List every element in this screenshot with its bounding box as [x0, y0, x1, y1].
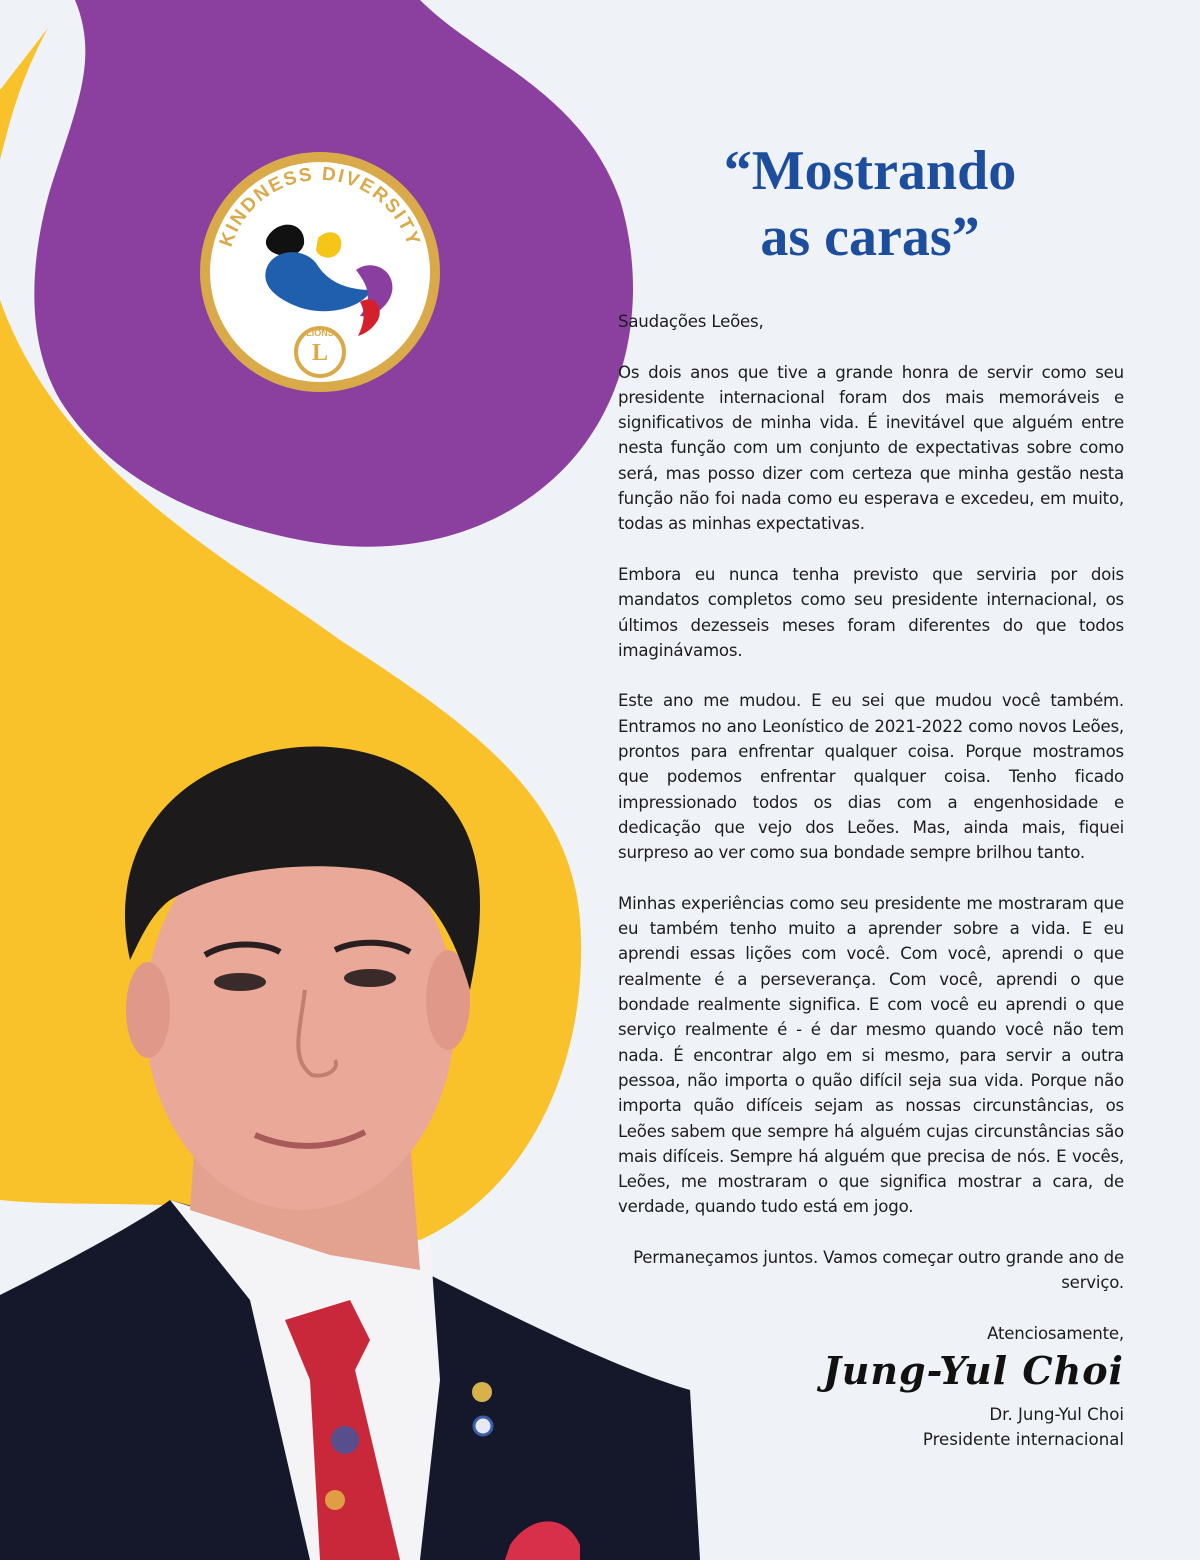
letter-paragraph: Embora eu nunca tenha previsto que serviria por dois mandatos completos como seu presidente internacional, os últimos dezesseis meses foram diferentes do que todos imaginávamos. [618, 564, 1124, 660]
lapel-pin-2 [474, 1417, 492, 1435]
yellow-swirl-shape [0, 28, 48, 160]
letter-greeting: Saudações Leões, [618, 312, 764, 331]
logo-arc-text: KINDNESS DIVERSITY [215, 163, 425, 250]
signature-block [800, 1402, 1124, 1453]
lions-emblem-letter: L [311, 340, 329, 366]
kindness-diversity-logo [200, 152, 440, 392]
left-ear [126, 962, 170, 1058]
letter-closing-paragraph: Permaneçamos juntos. Vamos começar outro grande ano de serviço. [633, 1247, 1124, 1293]
page-title-line-2: as caras” [760, 206, 980, 268]
lions-emblem-text: LIONS [306, 328, 334, 338]
signer-role: Presidente internacional [922, 1430, 1124, 1450]
lapel-pin [472, 1382, 492, 1402]
tie-pattern [331, 1426, 359, 1454]
handwritten-signature: Jung-Yul Choi [822, 1348, 1124, 1393]
letter-paragraph: Minhas experiências como seu presidente me mostraram que eu também tenho muito a aprender sobre a vida. E eu aprendi essas lições com você. Com você, aprendi o que realmente é a perseverança. Com você, aprendi o que bondade realmente significa. E com você eu aprendi o que serviço realmente é - é dar mesmo quando você não tem nada. É encontrar algo em si mesmo, para servir a outra pessoa, não importa o quão difícil seja sua vida. Porque não importa quão difíceis sejam as nossas circunstâncias, os Leões sabem que sempre há alguém cujas circunstâncias são mais difíceis. Sempre há alguém que precisa de nós. E vocês, Leões, me mostraram o que significa mostrar a cara, de verdade, quando tudo está em jogo. [618, 893, 1124, 1217]
tie-pattern-2 [325, 1490, 345, 1510]
left-eye [214, 973, 266, 991]
page-title-line-1: “Mostrando [723, 140, 1017, 202]
right-eye [344, 969, 396, 987]
page-title [640, 138, 1100, 270]
letter-paragraph: Os dois anos que tive a grande honra de servir como seu presidente internacional foram dos mais memoráveis e significativos de minha vida. É inevitável que alguém entre nesta função com um conjunto de expectativas sobre como será, mas posso dizer com certeza que minha gestão nesta função não foi nada como eu esperava e excedeu, em muito, todas as minhas expectativas. [618, 362, 1124, 534]
letter-body [618, 309, 1124, 1371]
letter-paragraph: Este ano me mudou. E eu sei que mudou você também. Entramos no ano Leonístico de 2021-2022 como novos Leões, prontos para enfrentar qualquer coisa. Porque mostramos que podemos enfrentar qualquer coisa. Tenho ficado impressionado todos os dias com a engenhosidade e dedicação que vejo dos Leões. Mas, ainda mais, fiquei surpreso ao ver como sua bondade sempre brilhou tanto. [618, 691, 1124, 863]
signer-name: Dr. Jung-Yul Choi [989, 1405, 1124, 1424]
letter-sign-off: Atenciosamente, [987, 1323, 1124, 1343]
